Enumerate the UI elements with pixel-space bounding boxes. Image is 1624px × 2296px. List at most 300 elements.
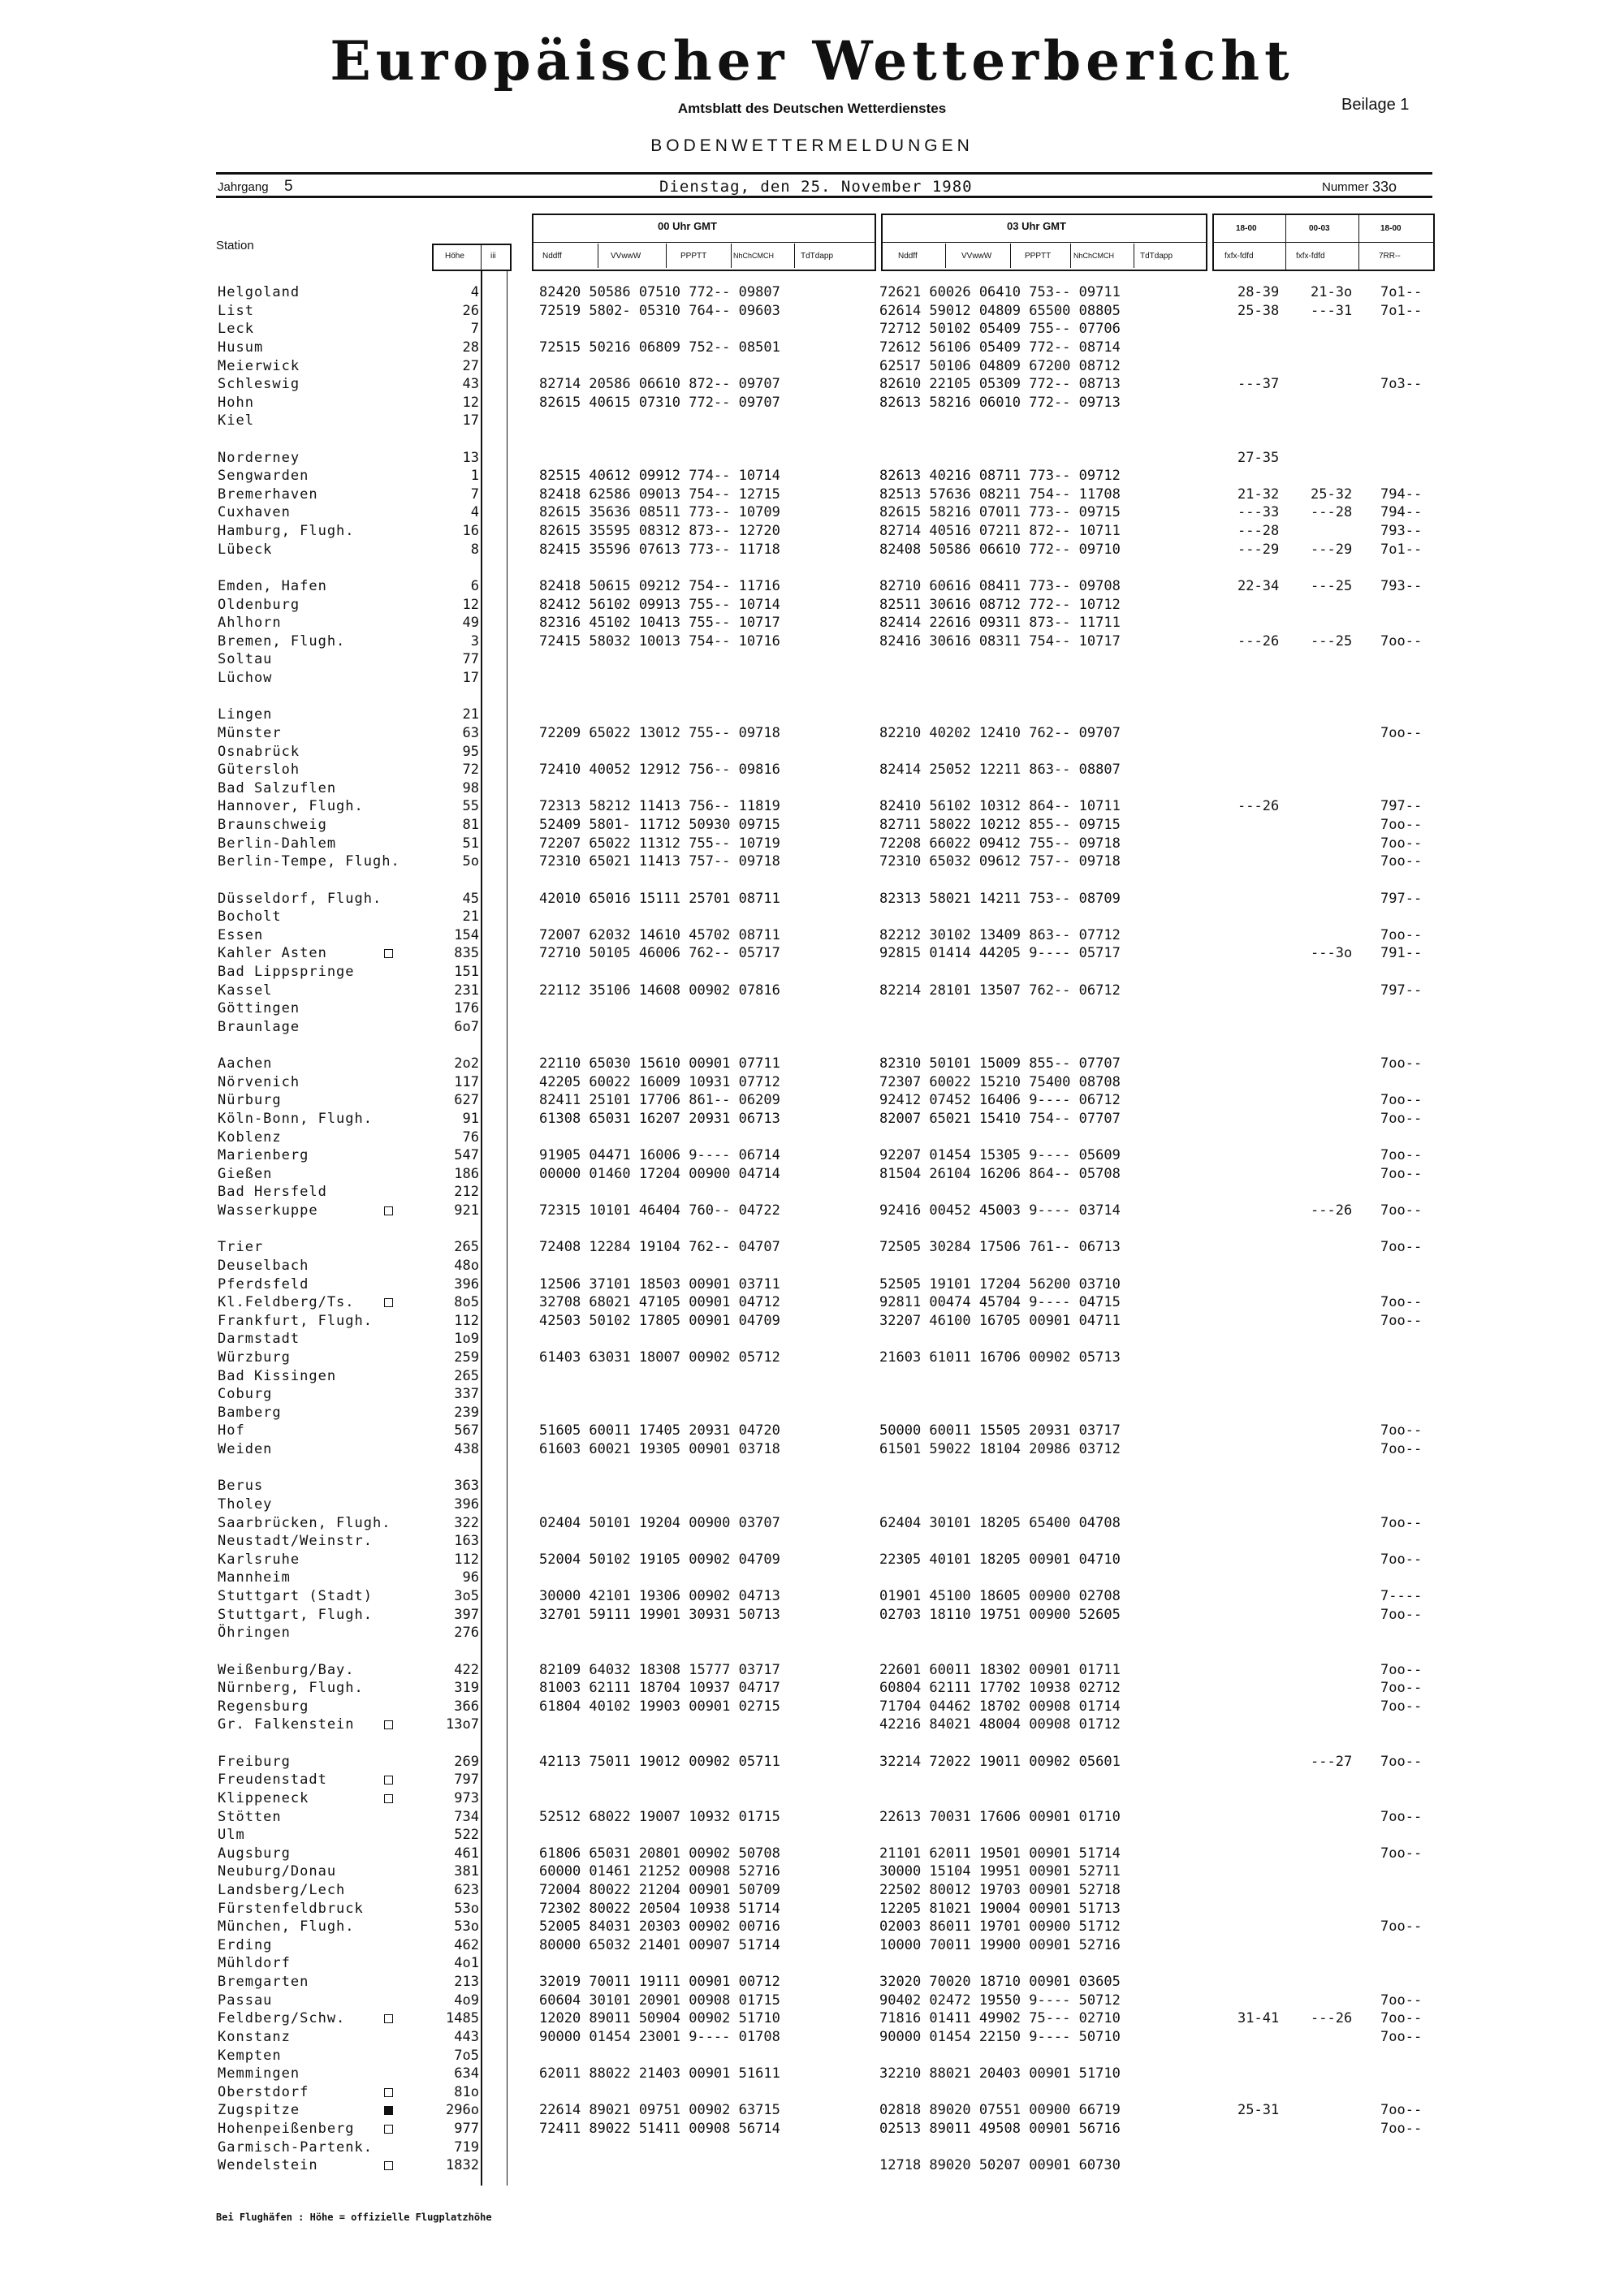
obs-00-groups: 81003 62111 18704 10937 04717 — [539, 1680, 780, 1697]
obs-00-groups: 72302 80022 20504 10938 51714 — [539, 1900, 780, 1917]
precip-group: 793-- — [1380, 577, 1423, 594]
iii-header: iii — [490, 252, 496, 261]
obs-00-groups: 30000 42101 19306 00902 04713 — [539, 1588, 780, 1604]
table-row — [0, 1184, 1624, 1202]
station-height: 381 — [454, 1863, 479, 1880]
station-name: Freudenstadt — [218, 1772, 327, 1789]
open-square-symbol — [384, 2125, 393, 2134]
table-row — [0, 2084, 1624, 2103]
station-name: Bad Lippspringe — [218, 963, 355, 980]
precip-group: 7o3-- — [1380, 376, 1423, 393]
station-height: 363 — [454, 1478, 479, 1495]
station-height: 4 — [470, 504, 479, 521]
station-name: Gr. Falkenstein — [218, 1716, 355, 1733]
obs-03-groups: 02703 18110 19751 00900 52605 — [879, 1606, 1121, 1623]
station-height: 438 — [454, 1441, 479, 1458]
gust-00-03: ---27 — [1311, 1753, 1353, 1770]
table-row — [0, 1955, 1624, 1974]
gust-18-00: 28-39 — [1237, 284, 1280, 300]
station-height: 4 — [470, 284, 479, 300]
obs-03-groups: 30000 15104 19951 00901 52711 — [879, 1863, 1121, 1880]
obs-03-groups: 02513 89011 49508 00901 56716 — [879, 2121, 1121, 2137]
table-row — [0, 1331, 1624, 1349]
table-row — [0, 651, 1624, 670]
table-row — [0, 1019, 1624, 1038]
extra-header-rule — [1214, 242, 1433, 243]
obs00-header: 00 Uhr GMT — [658, 220, 717, 232]
obs-00-groups: 72519 5802- 05310 764-- 09603 — [539, 302, 780, 319]
obs-03-groups: 82513 57636 08211 754-- 11708 — [879, 486, 1121, 503]
precip-group: 7oo-- — [1380, 1992, 1423, 2009]
table-row — [0, 1000, 1624, 1019]
obs-00-groups: 52004 50102 19105 00902 04709 — [539, 1551, 780, 1568]
table-row — [0, 1202, 1624, 1221]
obs-00-groups: 82714 20586 06610 872-- 09707 — [539, 376, 780, 393]
station-height: 3 — [470, 632, 479, 650]
table-row — [0, 1937, 1624, 1956]
station-height: 43 — [462, 376, 479, 393]
precip-group: 7oo-- — [1380, 1680, 1423, 1697]
table-row — [0, 450, 1624, 468]
precip-group: 7oo-- — [1380, 1753, 1423, 1770]
obs-03-groups: 90000 01454 22150 9---- 50710 — [879, 2028, 1121, 2045]
station-height: 259 — [454, 1349, 479, 1366]
gust-18-00: 22-34 — [1237, 577, 1280, 594]
precip-group: 794-- — [1380, 504, 1423, 521]
obs00-col-4: TdTdapp — [801, 252, 834, 261]
obs-03-groups: 82613 58216 06010 772-- 09713 — [879, 394, 1121, 411]
table-row — [0, 1863, 1624, 1882]
obs-00-groups: 51605 60011 17405 20931 04720 — [539, 1422, 780, 1439]
station-name: Norderney — [218, 449, 300, 466]
obs-03-groups: 92416 00452 45003 9---- 03714 — [879, 1202, 1121, 1219]
obs-03-groups: 32207 46100 16705 00901 04711 — [879, 1312, 1121, 1329]
obs03-header-rule — [883, 242, 1206, 243]
nummer-label: Nummer — [1322, 180, 1369, 194]
station-height: 212 — [454, 1184, 479, 1201]
nummer-value: 33o — [1372, 179, 1397, 195]
table-row — [0, 1294, 1624, 1313]
station-height: 48o — [454, 1257, 479, 1274]
station-name: Hohn — [218, 394, 254, 411]
section-title: BODENWETTERMELDUNGEN — [650, 136, 974, 155]
table-row — [0, 633, 1624, 652]
station-height: 98 — [462, 779, 479, 796]
station-name: Hohenpeißenberg — [218, 2121, 355, 2137]
table-row — [0, 1147, 1624, 1166]
station-height: 337 — [454, 1386, 479, 1403]
station-name: Nürnberg, Flugh. — [218, 1680, 364, 1697]
station-name: München, Flugh. — [218, 1918, 355, 1936]
obs-03-groups: 82408 50586 06610 772-- 09710 — [879, 541, 1121, 558]
station-name: Kiel — [218, 412, 254, 429]
station-name: Sengwarden — [218, 468, 309, 485]
obs-00-groups: 61308 65031 16207 20931 06713 — [539, 1110, 780, 1127]
table-row — [0, 303, 1624, 322]
obs-03-groups: 62517 50106 04809 67200 08712 — [879, 357, 1121, 374]
obs-03-groups: 82710 60616 08411 773-- 09708 — [879, 577, 1121, 594]
obs-00-groups: 02404 50101 19204 00900 03707 — [539, 1514, 780, 1531]
precip-group: 7oo-- — [1380, 632, 1423, 650]
station-height: 231 — [454, 982, 479, 999]
station-name: Bremerhaven — [218, 486, 318, 503]
station-name: Cuxhaven — [218, 504, 291, 521]
station-height: 49 — [462, 615, 479, 632]
station-height: 21 — [462, 908, 479, 926]
station-height: 213 — [454, 1974, 479, 1990]
footnote: Bei Flughäfen : Höhe = offizielle Flugplatzhöhe — [216, 2212, 492, 2223]
obs-00-groups: 61403 63031 18007 00902 05712 — [539, 1349, 780, 1366]
obs-03-groups: 12718 89020 50207 00901 60730 — [879, 2157, 1121, 2174]
station-height: 27 — [462, 357, 479, 374]
station-height: 112 — [454, 1551, 479, 1568]
table-row — [0, 670, 1624, 688]
station-name: Weiden — [218, 1441, 273, 1458]
obs-03-groups: 82714 40516 07211 872-- 10711 — [879, 523, 1121, 540]
gust-18-00: 31-41 — [1237, 2010, 1280, 2027]
table-row — [0, 2065, 1624, 2084]
precip-group: 7o1-- — [1380, 284, 1423, 300]
station-name: Fürstenfeldbruck — [218, 1900, 364, 1917]
station-height: 63 — [462, 724, 479, 741]
extra-period-0: 18-00 — [1236, 224, 1257, 233]
obs-03-groups: 82214 28101 13507 762-- 06712 — [879, 982, 1121, 999]
hoehe-iii-divider — [481, 245, 482, 270]
table-row — [0, 504, 1624, 523]
station-name: Köln-Bonn, Flugh. — [218, 1110, 373, 1127]
obs-03-groups: 02003 86011 19701 00900 51712 — [879, 1918, 1121, 1936]
station-height: 91 — [462, 1110, 479, 1127]
table-row — [0, 358, 1624, 377]
obs-00-groups: 32708 68021 47105 00901 04712 — [539, 1294, 780, 1311]
table-row — [0, 1368, 1624, 1387]
table-row — [0, 615, 1624, 633]
station-name: Göttingen — [218, 1000, 300, 1017]
station-height: 3o5 — [454, 1588, 479, 1604]
obs-00-groups: 61804 40102 19903 00901 02715 — [539, 1698, 780, 1715]
station-name: Regensburg — [218, 1698, 309, 1715]
station-name: Stuttgart (Stadt) — [218, 1588, 373, 1604]
obs03-divider-0 — [945, 244, 946, 268]
station-height: 151 — [454, 963, 479, 980]
station-name: Berlin-Dahlem — [218, 835, 337, 852]
table-row — [0, 798, 1624, 817]
station-height: 13o7 — [446, 1716, 479, 1733]
precip-group: 7oo-- — [1380, 1514, 1423, 1531]
station-name: Bad Kissingen — [218, 1367, 337, 1384]
station-name: Hamburg, Flugh. — [218, 523, 355, 540]
obs00-col-2: PPPTT — [680, 252, 707, 261]
table-row — [0, 376, 1624, 395]
obs-03-groups: 01901 45100 18605 00900 02708 — [879, 1588, 1121, 1604]
precip-group: 7oo-- — [1380, 1202, 1423, 1219]
station-name: Hof — [218, 1422, 245, 1439]
station-name: Klippeneck — [218, 1789, 309, 1806]
station-height: 76 — [462, 1129, 479, 1146]
obs-00-groups: 82109 64032 18308 15777 03717 — [539, 1661, 780, 1678]
station-height: 265 — [454, 1367, 479, 1384]
table-row — [0, 1313, 1624, 1331]
table-row — [0, 1845, 1624, 1864]
obs03-col-0: Nddff — [898, 252, 918, 261]
station-height: 567 — [454, 1422, 479, 1439]
obs-03-groups: 72307 60022 15210 75400 08708 — [879, 1073, 1121, 1090]
station-name: Stötten — [218, 1808, 282, 1825]
precip-group: 7oo-- — [1380, 2028, 1423, 2045]
table-row — [0, 2139, 1624, 2158]
station-height: 396 — [454, 1275, 479, 1293]
station-name: Münster — [218, 724, 282, 741]
table-row — [0, 817, 1624, 835]
station-name: Helgoland — [218, 284, 300, 300]
station-name: Bad Hersfeld — [218, 1184, 327, 1201]
station-height: 6 — [470, 577, 479, 594]
station-height: 276 — [454, 1625, 479, 1642]
station-height: 1 — [470, 468, 479, 485]
station-name: Kempten — [218, 2047, 282, 2064]
obs-00-groups: 82615 35636 08511 773-- 10709 — [539, 504, 780, 521]
obs-03-groups: 82410 56102 10312 864-- 10711 — [879, 798, 1121, 815]
station-name: Leck — [218, 321, 254, 338]
station-height: 51 — [462, 835, 479, 852]
obs-00-groups: 42205 60022 16009 10931 07712 — [539, 1073, 780, 1090]
station-name: Bocholt — [218, 908, 282, 926]
table-row — [0, 578, 1624, 597]
table-row — [0, 964, 1624, 982]
station-height: 12 — [462, 596, 479, 613]
table-row — [0, 744, 1624, 762]
station-height: 623 — [454, 1881, 479, 1898]
obs-03-groups: 82414 25052 12211 863-- 08807 — [879, 762, 1121, 779]
gust-18-00: 21-32 — [1237, 486, 1280, 503]
station-name: Düsseldorf, Flugh. — [218, 890, 382, 907]
table-row — [0, 982, 1624, 1001]
obs-00-groups: 32019 70011 19111 00901 00712 — [539, 1974, 780, 1990]
table-row — [0, 853, 1624, 872]
table-row — [0, 1625, 1624, 1643]
precip-group: 7oo-- — [1380, 1808, 1423, 1825]
station-height: 12 — [462, 394, 479, 411]
meta-rule — [216, 196, 1432, 198]
precip-group: 7oo-- — [1380, 724, 1423, 741]
precip-group: 7oo-- — [1380, 2010, 1423, 2027]
table-row — [0, 1092, 1624, 1111]
table-row — [0, 1662, 1624, 1681]
station-name: Marienberg — [218, 1147, 309, 1164]
obs-03-groups: 32020 70020 18710 00901 03605 — [879, 1974, 1121, 1990]
station-height: 81o — [454, 2083, 479, 2100]
station-height: 2o2 — [454, 1055, 479, 1072]
obs-00-groups: 60000 01461 21252 00908 52716 — [539, 1863, 780, 1880]
station-height: 7o5 — [454, 2047, 479, 2064]
obs-00-groups: 72004 80022 21204 00901 50709 — [539, 1881, 780, 1898]
precip-group: 7oo-- — [1380, 1055, 1423, 1072]
station-height: 21 — [462, 706, 479, 723]
table-row — [0, 412, 1624, 431]
station-name: Garmisch-Partenk. — [218, 2138, 373, 2156]
report-subtitle: Amtsblatt des Deutschen Wetterdienstes — [677, 101, 947, 116]
obs-00-groups: 72315 10101 46404 760-- 04722 — [539, 1202, 780, 1219]
gust-00-03: ---28 — [1311, 504, 1353, 521]
table-row — [0, 1552, 1624, 1570]
table-row — [0, 927, 1624, 946]
station-name: Bad Salzuflen — [218, 779, 337, 796]
extra-divider-0 — [1285, 215, 1286, 270]
precip-group: 7oo-- — [1380, 817, 1423, 833]
table-row — [0, 1809, 1624, 1828]
station-height: 163 — [454, 1533, 479, 1550]
station-height: 96 — [462, 1569, 479, 1586]
station-name: Soltau — [218, 651, 273, 668]
station-height: 977 — [454, 2121, 479, 2137]
obs-03-groups: 82610 22105 05309 772-- 08713 — [879, 376, 1121, 393]
gust-00-03: 21-3o — [1311, 284, 1353, 300]
table-row — [0, 1698, 1624, 1717]
obs-03-groups: 72621 60026 06410 753-- 09711 — [879, 284, 1121, 300]
obs-00-groups: 82418 50615 09212 754-- 11716 — [539, 577, 780, 594]
obs-00-groups: 82316 45102 10413 755-- 10717 — [539, 615, 780, 632]
gust-00-03: ---26 — [1311, 2010, 1353, 2027]
obs-03-groups: 82310 50101 15009 855-- 07707 — [879, 1055, 1121, 1072]
top-rule — [216, 172, 1432, 175]
obs-00-groups: 72408 12284 19104 762-- 04707 — [539, 1239, 780, 1256]
table-row — [0, 1166, 1624, 1185]
station-name: Wendelstein — [218, 2157, 318, 2174]
obs00-header-rule — [533, 242, 875, 243]
obs-00-groups: 00000 01460 17204 00900 04714 — [539, 1165, 780, 1182]
gust-18-00: 25-38 — [1237, 302, 1280, 319]
precip-group: 7oo-- — [1380, 1092, 1423, 1109]
station-name: Gießen — [218, 1165, 273, 1182]
station-name: Zugspitze — [218, 2102, 300, 2119]
station-column-header: Station — [216, 239, 254, 252]
gust-00-03: ---26 — [1311, 1202, 1353, 1219]
table-row — [0, 780, 1624, 799]
station-height: 176 — [454, 1000, 479, 1017]
obs-03-groups: 32210 88021 20403 00901 51710 — [879, 2065, 1121, 2082]
obs-03-groups: 92412 07452 16406 9---- 06712 — [879, 1092, 1121, 1109]
gust-00-03: 25-32 — [1311, 486, 1353, 503]
station-name: Stuttgart, Flugh. — [218, 1606, 373, 1623]
station-height: 17 — [462, 412, 479, 429]
obs-00-groups: 72410 40052 12912 756-- 09816 — [539, 762, 780, 779]
station-name: Aachen — [218, 1055, 273, 1072]
station-name: Koblenz — [218, 1129, 282, 1146]
station-height: 154 — [454, 926, 479, 943]
obs-00-groups: 72515 50216 06809 752-- 08501 — [539, 339, 780, 356]
obs-03-groups: 71704 04462 18702 00908 01714 — [879, 1698, 1121, 1715]
station-name: Husum — [218, 339, 264, 356]
precip-group: 7oo-- — [1380, 853, 1423, 870]
station-name: Feldberg/Schw. — [218, 2010, 346, 2027]
precip-group: 7oo-- — [1380, 835, 1423, 852]
open-square-symbol — [384, 1720, 393, 1729]
station-height: 4o9 — [454, 1992, 479, 2009]
precip-group: 7oo-- — [1380, 1110, 1423, 1127]
obs-03-groups: 62404 30101 18205 65400 04708 — [879, 1514, 1121, 1531]
station-height: 28 — [462, 339, 479, 356]
obs-03-groups: 92815 01414 44205 9---- 05717 — [879, 945, 1121, 962]
station-name: Berlin-Tempe, Flugh. — [218, 853, 400, 870]
obs-03-groups: 21101 62011 19501 00901 51714 — [879, 1845, 1121, 1862]
obs-03-groups: 81504 26104 16206 864-- 05708 — [879, 1165, 1121, 1182]
station-height: 973 — [454, 1789, 479, 1806]
obs-03-groups: 82711 58022 10212 855-- 09715 — [879, 817, 1121, 833]
table-row — [0, 1754, 1624, 1772]
obs03-divider-2 — [1070, 244, 1071, 268]
table-row — [0, 1588, 1624, 1607]
obs-03-groups: 10000 70011 19900 00901 52716 — [879, 1936, 1121, 1953]
table-row — [0, 1422, 1624, 1441]
hoehe-header: Höhe — [445, 252, 464, 261]
station-name: Karlsruhe — [218, 1551, 300, 1568]
obs-03-groups: 92207 01454 15305 9---- 05609 — [879, 1147, 1121, 1164]
obs-03-groups: 82212 30102 13409 863-- 07712 — [879, 926, 1121, 943]
station-name: Nörvenich — [218, 1073, 300, 1090]
precip-group: 7---- — [1380, 1588, 1423, 1604]
station-name: Konstanz — [218, 2028, 291, 2045]
precip-group: 7o1-- — [1380, 541, 1423, 558]
station-name: Erding — [218, 1936, 273, 1953]
obs03-header: 03 Uhr GMT — [1007, 220, 1066, 232]
table-row — [0, 1533, 1624, 1552]
obs-03-groups: 22502 80012 19703 00901 52718 — [879, 1881, 1121, 1898]
station-name: Gütersloh — [218, 762, 300, 779]
station-name: Mühldorf — [218, 1955, 291, 1972]
obs-03-groups: 42216 84021 48004 00908 01712 — [879, 1716, 1121, 1733]
open-square-symbol — [384, 1206, 393, 1215]
obs-00-groups: 72415 58032 10013 754-- 10716 — [539, 632, 780, 650]
precip-group: 7oo-- — [1380, 1294, 1423, 1311]
station-name: Tholey — [218, 1495, 273, 1513]
obs-03-groups: 61501 59022 18104 20986 03712 — [879, 1441, 1121, 1458]
obs-03-groups: 22305 40101 18205 00901 04710 — [879, 1551, 1121, 1568]
station-height: 734 — [454, 1808, 479, 1825]
precip-group: 7oo-- — [1380, 2121, 1423, 2137]
station-height: 443 — [454, 2028, 479, 2045]
table-row — [0, 2010, 1624, 2029]
obs-03-groups: 22613 70031 17606 00901 01710 — [879, 1808, 1121, 1825]
station-name: Neuburg/Donau — [218, 1863, 337, 1880]
table-row — [0, 706, 1624, 725]
gust-18-00: 27-35 — [1237, 449, 1280, 466]
table-row — [0, 542, 1624, 560]
station-name: Freiburg — [218, 1753, 291, 1770]
obs-03-groups: 71816 01411 49902 75--- 02710 — [879, 2010, 1121, 2027]
obs-00-groups: 62011 88022 21403 00901 51611 — [539, 2065, 780, 2082]
obs-03-groups: 72712 50102 05409 755-- 07706 — [879, 321, 1121, 338]
jahrgang-label: Jahrgang — [218, 180, 269, 194]
station-height: 322 — [454, 1514, 479, 1531]
extra-field-2: 7RR-- — [1379, 252, 1401, 261]
station-height: 72 — [462, 762, 479, 779]
obs-00-groups: 22112 35106 14608 00902 07816 — [539, 982, 780, 999]
table-row — [0, 597, 1624, 615]
station-height: 462 — [454, 1936, 479, 1953]
station-height: 81 — [462, 817, 479, 833]
obs-00-groups: 61603 60021 19305 00901 03718 — [539, 1441, 780, 1458]
obs-00-groups: 82615 40615 07310 772-- 09707 — [539, 394, 780, 411]
gust-18-00: ---37 — [1237, 376, 1280, 393]
station-name: Schleswig — [218, 376, 300, 393]
station-name: Emden, Hafen — [218, 577, 327, 594]
precip-group: 791-- — [1380, 945, 1423, 962]
station-height: 13 — [462, 449, 479, 466]
station-height: 397 — [454, 1606, 479, 1623]
obs03-divider-1 — [1010, 244, 1011, 268]
report-date: Dienstag, den 25. November 1980 — [659, 178, 973, 196]
obs-03-groups: 21603 61011 16706 00902 05713 — [879, 1349, 1121, 1366]
